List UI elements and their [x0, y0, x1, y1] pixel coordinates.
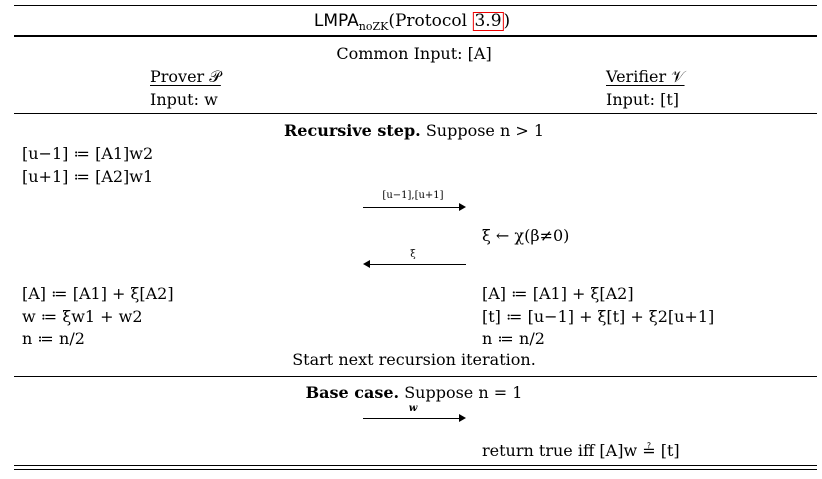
prover-update-n: n ≔ n/2 [22, 329, 85, 348]
recursive-heading [284, 123, 544, 139]
message-1-arrow [363, 207, 460, 208]
base-heading-bold: Base case. [305, 383, 400, 402]
base-heading [306, 385, 523, 401]
base-message-text: w [408, 403, 418, 414]
header-rule [14, 35, 817, 37]
base-message-arrow [363, 418, 460, 419]
prover-input: Input: w [150, 90, 218, 109]
base-message-label [409, 404, 418, 414]
section-rule-1 [14, 113, 817, 114]
top-rule [14, 5, 817, 6]
prover-u-plus: [u+1] ≔ [A2]w1 [22, 167, 154, 186]
prover-update-A: [A] ≔ [A1] + ξ[A2] [22, 284, 174, 303]
base-heading-rest: Suppose n = 1 [399, 383, 523, 402]
recursive-heading-bold: Recursive step. [283, 121, 421, 140]
bottom-rule-2 [14, 469, 817, 470]
title-prefix: (Protocol [388, 11, 473, 31]
verifier-heading: Verifier 𝒱 [606, 67, 685, 86]
prover-u-minus: [u−1] ≔ [A1]w2 [22, 144, 154, 163]
message-2-label: ξ [410, 249, 416, 260]
verifier-update-A: [A] ≔ [A1] + ξ[A2] [482, 284, 634, 303]
verifier-update-n: n ≔ n/2 [482, 329, 545, 348]
protocol-title [314, 12, 510, 32]
section-rule-2 [14, 376, 817, 377]
verifier-return: return true iff [A]w ≟ [t] [482, 441, 680, 460]
verifier-challenge: ξ ← χ(β≠0) [482, 226, 570, 245]
verifier-update-t: [t] ≔ [u−1] + ξ[t] + ξ2[u+1] [482, 307, 715, 326]
title-sub: noZK [358, 20, 389, 33]
next-iteration: Start next recursion iteration. [292, 350, 536, 369]
base-message-arrowhead [459, 414, 466, 422]
common-input-text: Common Input: [A] [336, 44, 492, 63]
common-input [336, 46, 491, 62]
bottom-rule-1 [14, 465, 817, 466]
message-1-arrowhead [459, 203, 466, 211]
protocol-ref-link[interactable]: 3.9 [474, 11, 502, 31]
title-close: ) [503, 11, 511, 31]
message-2-arrow [369, 264, 466, 265]
prover-update-w: w ≔ ξw1 + w2 [22, 307, 143, 326]
verifier-input: Input: [t] [606, 90, 679, 109]
title-main: LMPA [313, 11, 359, 31]
prover-heading: Prover 𝒫 [150, 67, 221, 86]
recursive-heading-rest: Suppose n > 1 [420, 121, 545, 140]
message-1-label: [u−1],[u+1] [382, 190, 444, 201]
